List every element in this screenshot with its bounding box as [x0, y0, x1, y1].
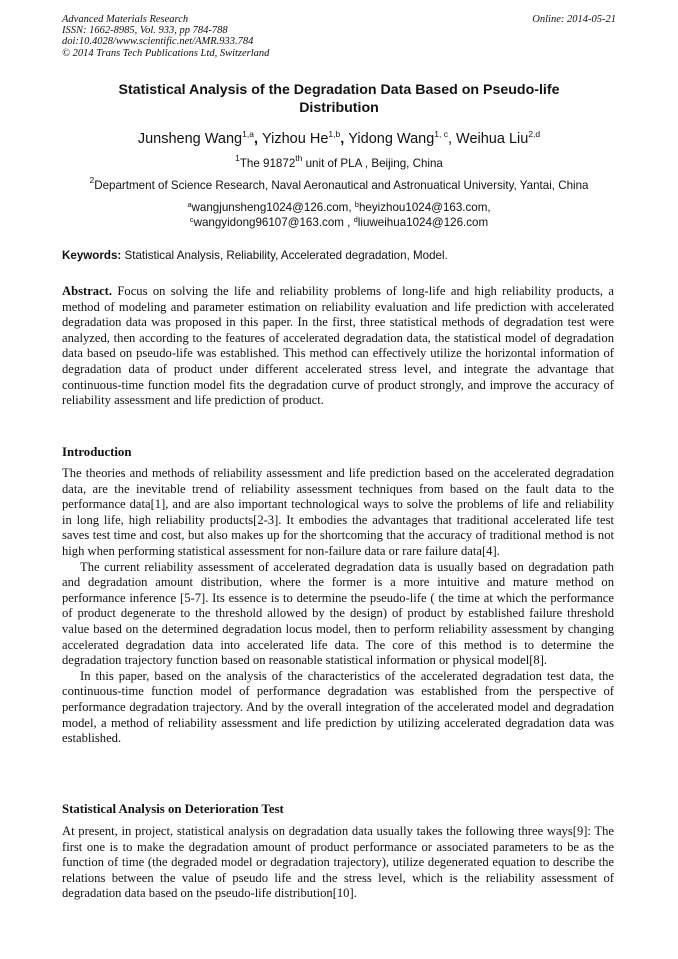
- author-name: Junsheng Wang: [137, 131, 243, 147]
- title-line-1: Statistical Analysis of the Degradation Data Based on Pseudo-life: [118, 82, 560, 98]
- author-list: Junsheng Wang$^{1,a}$, Yizhou He$^{1,b}$, Yidong Wang$^{1, c}$, Weihua Liu$^{2,d}$: [137, 129, 541, 147]
- author-affiliation-mark: 1, c: [434, 129, 448, 139]
- introduction-body: [62, 466, 614, 747]
- abstract-label: Abstract.: [62, 284, 113, 298]
- introduction-heading: Introduction: [62, 445, 132, 459]
- issn-line: ISSN: 1662-8985, Vol. 933, pp 784-788: [62, 25, 228, 37]
- author-name: Weihua Liu: [456, 131, 529, 147]
- title-line-2: Distribution: [299, 99, 379, 116]
- keywords-label: Keywords:: [62, 249, 122, 262]
- author-affiliation-mark: 1,a: [242, 129, 254, 139]
- keywords: [62, 249, 616, 263]
- author-affiliation-mark: 2,d: [528, 129, 541, 139]
- introduction-paragraph-1: The theories and methods of reliability assessment and life prediction based on the accelerated degradation data, are the inevitable trend of reliability assessment techniques from based on the fault data to the performance data[1], and are also important technological ways to solve the problems of life and reliability in long life, high reliability products[2-3]. It embodies the advantages that traditional accelerated life test saves test time and cost, but also makes up for the shortcoming that the accuracy of traditional method is not high when performing statistical assessment for non-failure data or rare failure data[4].: [62, 466, 614, 558]
- abstract: [62, 284, 614, 409]
- doi-line: doi:10.4028/www.scientific.net/AMR.933.784: [62, 36, 254, 48]
- introduction-paragraph-2: The current reliability assessment of accelerated degradation data is usually based on degradation path and degradation amount distribution, where the former is a more intuitive and mature method on performance inference [5-7]. Its essence is to determine the pseudo-life ( the time at which the performance of product degenerate to the threshold allowed by the design) of product by established failure threshold value based on the determined degradation locus model, then to perform reliability assessment by changing accelerated degradation data into accelerated life data. The core of this method is to determine the degradation trajectory function based on reasonable statistical information or physical model[8].: [62, 559, 614, 668]
- abstract-text: Focus on solving the life and reliability problems of long-life and high reliability products, a method of modeling and parameter estimation on reliability evaluation and life prediction with accelerated degradation data was proposed in this paper. In the first, three statistical methods of degradation test were analyzed, then according to the features of accelerated degradation data, the statistical model of degradation data based on pseudo-life was established. This method can effectively utilize the horizontal information of degradation data of product under different accelerated stress level, and integrate the advantage that continuous-time function model fits the degradation curve of product strongly, and improve the accuracy of reliability assessment and life prediction of product.: [62, 284, 614, 408]
- email-c: wangyidong96107@163.com ,: [193, 216, 351, 229]
- online-date: Online: 2014-05-21: [532, 14, 616, 25]
- section-paragraph-1: At present, in project, statistical analysis on degradation data usually takes the following three ways[9]: The first one is to make the degradation amount of product performance or associated parameters to be as the function of time (the degraded model or degradation trajectory), utilize degenerated equation to describe the relations between the value of pseudo life and the stress level, which is the reliability assessment of degradation data based on the pseudo-life distribution[10].: [62, 824, 614, 901]
- email-a: wangjunsheng1024@126.com,: [191, 201, 352, 214]
- affiliation-1: $^1$The 91872th unit of PLA , Beijing, China: [235, 153, 443, 170]
- author-emails: $^a$wangjunsheng1024@126.com, $^b$heyizhou1024@163.com, $^c$wangyidong96107@163.com , $^d$liuweihua1024@126.com: [187, 200, 491, 229]
- author-name: Yizhou He: [262, 131, 329, 147]
- section-heading: Statistical Analysis on Deterioration Test: [62, 802, 284, 816]
- journal-name: Advanced Materials Research: [62, 14, 189, 25]
- journal-header: [62, 14, 616, 59]
- keywords-text: Statistical Analysis, Reliability, Accelerated degradation, Model.: [124, 249, 448, 262]
- affiliation-2: $^2$Department of Science Research, Naval Aeronautical and Astronuatical University, Yantai, China: [89, 175, 589, 192]
- email-b: heyizhou1024@163.com,: [358, 201, 491, 214]
- section-body: [62, 824, 614, 902]
- copyright-line: © 2014 Trans Tech Publications Ltd, Switzerland: [62, 47, 270, 59]
- paper-title: [62, 82, 616, 117]
- introduction-paragraph-3: In this paper, based on the analysis of the characteristics of the accelerated degradation test data, the continuous-time function model of performance degradation was established from the perspective of performance degradation trajectory. And by the overall integration of the accelerated model and degradation model, a method of reliability assessment and life prediction by utilizing accelerated degradation data was established.: [62, 668, 614, 746]
- author-affiliation-mark: 1,b: [328, 129, 341, 139]
- email-d: liuweihua1024@126.com: [357, 216, 489, 229]
- author-name: Yidong Wang: [348, 131, 435, 147]
